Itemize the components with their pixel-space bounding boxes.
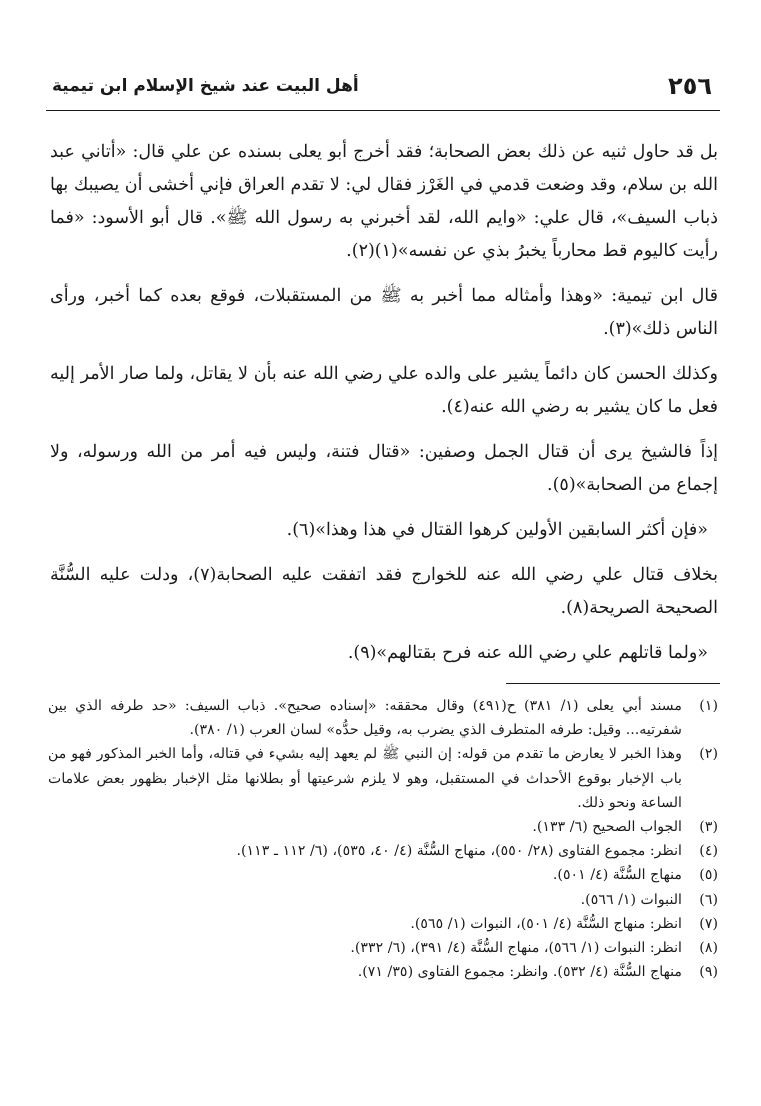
footnote	[48, 888, 718, 912]
footnote-text: انظر: النبوات (١/ ٥٦٦)، منهاج السُّنَّة (٤/ ٣٩١)، (٦/ ٣٣٢).	[350, 940, 682, 957]
footnote-text: الجواب الصحيح (٦/ ١٣٣).	[532, 819, 682, 836]
book-page	[46, 66, 720, 1066]
paragraph: بخلاف قتال علي رضي الله عنه للخوارج فقد اتفقت عليه الصحابة(٧)، ودلت عليه السُّنَّة الصحيحة الصريحة(٨).	[50, 565, 719, 618]
footnote-number: (٧)	[699, 915, 718, 932]
page-header	[46, 66, 720, 106]
footnote	[48, 863, 718, 887]
paragraph: قال ابن تيمية: «وهذا وأمثاله مما أخبر به ﷺ من المستقبلات، فوقع بعده كما أخبر، ورأى الناس ذلك»(٣).	[50, 286, 718, 339]
footnote-number: (١)	[699, 698, 718, 714]
paragraph: بل قد حاول ثنيه عن ذلك بعض الصحابة؛ فقد أخرج أبو يعلى بسنده عن علي قال: «أتاني عبد الله بن سلام، وقد وضعت قدمي في الغَرْز فقال لي: لا تقدم العراق فإني أخشى أن يصيبك بها ذباب السيف»، قال علي: «وايم الله، لقد أخبرني به رسول الله ﷺ». قال أبو الأسود: «فما رأيت كاليوم قط محارباً يخبرُ بذي عن نفسه»(١)(٢).	[50, 142, 718, 261]
footnote-text: مسند أبي يعلى (١/ ٣٨١) ح(٤٩١) وقال محققه: «إسناده صحيح». ذباب السيف: «حد طرفه الذي بين شفرتيه... وقيل: طرفه المتطرف الذي يضرب به، وقيل حدُّه» لسان العرب (١/ ٣٨٠).	[48, 698, 682, 739]
footnote-text: انظر: منهاج السُّنَّة (٤/ ٥٠١)، النبوات (١/ ٥٦٥).	[410, 915, 682, 932]
footnote-text: منهاج السُّنَّة (٤/ ٥٣٢). وانظر: مجموع الفتاوى (٣٥/ ٧١).	[357, 964, 682, 981]
footnote-number: (٥)	[699, 867, 718, 884]
footnote-separator	[506, 683, 720, 684]
footnote-text: منهاج السُّنَّة (٤/ ٥٠١).	[552, 867, 682, 884]
paragraph: وكذلك الحسن كان دائماً يشير على والده علي رضي الله عنه بأن لا يقاتل، ولما صار الأمر إليه فعل ما كان يشير به رضي الله عنه(٤).	[50, 364, 718, 417]
footnote	[48, 960, 718, 984]
footnote-number: (٢)	[699, 746, 718, 763]
footnote	[48, 912, 718, 936]
footnote-text: النبوات (١/ ٥٦٦).	[580, 891, 682, 908]
header-rule	[46, 110, 720, 111]
main-text	[50, 136, 718, 682]
footnote	[48, 694, 718, 742]
footnotes	[48, 694, 718, 984]
footnote-number: (٨)	[699, 940, 718, 957]
footnote-number: (٦)	[699, 891, 718, 908]
footnote-number: (٣)	[699, 819, 718, 836]
footnote-number: (٤)	[699, 843, 718, 860]
paragraph: إذاً فالشيخ يرى أن قتال الجمل وصفين: «قتال فتنة، وليس فيه أمر من الله ورسوله، ولا إجماع من الصحابة»(٥).	[50, 442, 718, 495]
paragraph: «ولما قاتلهم علي رضي الله عنه فرح بقتالهم»(٩).	[347, 643, 708, 663]
footnote-number: (٩)	[699, 964, 718, 981]
page-number: ٢٥٦	[668, 72, 712, 100]
footnote-text: انظر: مجموع الفتاوى (٢٨/ ٥٥٠)، منهاج السُّنَّة (٤/ ٤٠، ٥٣٥)، (٦/ ١١٢ ـ ١١٣).	[236, 843, 682, 860]
footnote	[48, 936, 718, 960]
footnote	[48, 815, 718, 839]
footnote	[48, 742, 718, 815]
footnote-text: وهذا الخبر لا يعارض ما تقدم من قوله: إن النبي ﷺ لم يعهد إليه بشيء في قتاله، وأما الخبر المذكور فهو من باب الإخبار بوقوع الأحداث في المستقبل، وهو لا يلزم شرعيتها أو بطلانها مثل الإخبار بظهور بعض علامات الساعة ونحو ذلك.	[48, 746, 682, 811]
paragraph: «فإن أكثر السابقين الأولين كرهوا القتال في هذا وهذا»(٦).	[286, 520, 708, 540]
running-title: أهل البيت عند شيخ الإسلام ابن تيمية	[52, 76, 359, 96]
footnote	[48, 839, 718, 863]
